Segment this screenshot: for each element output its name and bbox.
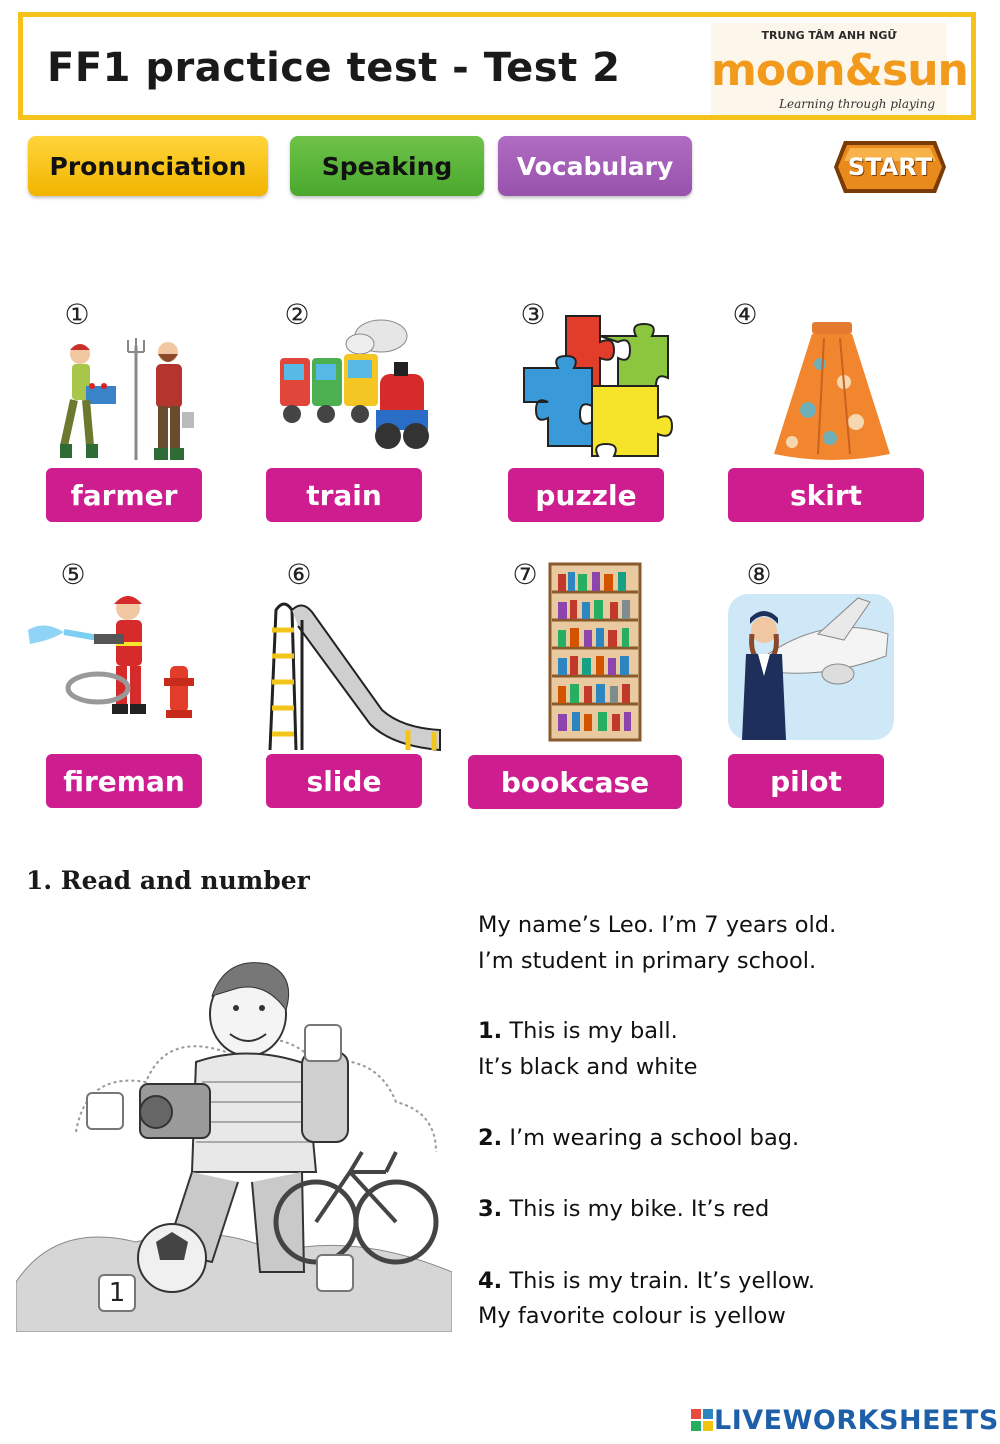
story-intro-line: My name’s Leo. I’m 7 years old. bbox=[478, 912, 837, 938]
puzzle-image bbox=[518, 306, 682, 466]
story-item-1 bbox=[478, 1018, 678, 1044]
leo-illustration bbox=[16, 952, 452, 1332]
story-item-3 bbox=[478, 1196, 769, 1222]
answer-box-ball: 1 bbox=[98, 1274, 136, 1312]
vocab-number: ⑥ bbox=[286, 558, 312, 591]
story-item-4-line2: My favorite colour is yellow bbox=[478, 1303, 786, 1329]
vocab-label[interactable]: fireman bbox=[46, 754, 202, 808]
liveworksheets-label: LIVEWORKSHEETS bbox=[714, 1404, 999, 1436]
story-item-text: This is my ball. bbox=[509, 1018, 678, 1044]
farmer-image bbox=[50, 336, 200, 466]
vocab-number: ② bbox=[284, 298, 310, 331]
vocab-number: ⑤ bbox=[60, 558, 86, 591]
start-button-label: START bbox=[847, 153, 933, 181]
story-item-4 bbox=[478, 1268, 815, 1294]
vocab-label[interactable]: slide bbox=[266, 754, 422, 808]
liveworksheets-logo-icon bbox=[690, 1408, 714, 1432]
vocab-number: ① bbox=[64, 298, 90, 331]
pilot-image bbox=[728, 594, 894, 740]
story-item-number: 4. bbox=[478, 1268, 503, 1294]
vocab-label[interactable]: skirt bbox=[728, 468, 924, 522]
story-item-number: 1. bbox=[478, 1018, 503, 1044]
vocab-label[interactable]: puzzle bbox=[508, 468, 664, 522]
train-image bbox=[276, 314, 430, 464]
fireman-image bbox=[24, 590, 200, 726]
answer-box-train[interactable] bbox=[86, 1092, 124, 1130]
exercise-title: 1. Read and number bbox=[26, 866, 310, 895]
logo-tagline: Learning through playing bbox=[779, 97, 935, 111]
brand-logo bbox=[711, 23, 968, 115]
story-item-text: I’m wearing a school bag. bbox=[509, 1125, 800, 1151]
liveworksheets-brand[interactable] bbox=[690, 1400, 999, 1440]
story-item-1-line2: It’s black and white bbox=[478, 1054, 698, 1080]
vocab-number: ④ bbox=[732, 298, 758, 331]
tab-speaking[interactable]: Speaking bbox=[290, 136, 484, 196]
tab-vocabulary[interactable]: Vocabulary bbox=[498, 136, 692, 196]
vocab-label[interactable]: bookcase bbox=[468, 755, 682, 809]
vocab-number: ③ bbox=[520, 298, 546, 331]
vocab-label[interactable]: pilot bbox=[728, 754, 884, 808]
bookcase-image bbox=[548, 562, 642, 742]
skirt-image bbox=[770, 318, 894, 464]
vocab-label[interactable]: train bbox=[266, 468, 422, 522]
tab-pronunciation[interactable]: Pronunciation bbox=[28, 136, 268, 196]
slide-image bbox=[262, 600, 444, 752]
logo-main-text: moon&sun bbox=[711, 45, 968, 96]
story-item-2 bbox=[478, 1125, 799, 1151]
vocab-label[interactable]: farmer bbox=[46, 468, 202, 522]
vocab-number: ⑦ bbox=[512, 558, 538, 591]
page-title: FF1 practice test - Test 2 bbox=[47, 45, 621, 91]
logo-top-text: TRUNG TÂM ANH NGỮ bbox=[761, 29, 897, 42]
header-banner bbox=[18, 12, 976, 120]
story-item-number: 3. bbox=[478, 1196, 503, 1222]
answer-box-bike[interactable] bbox=[316, 1254, 354, 1292]
vocab-number: ⑧ bbox=[746, 558, 772, 591]
story-item-text: This is my bike. It’s red bbox=[509, 1196, 770, 1222]
answer-box-bag[interactable] bbox=[304, 1024, 342, 1062]
story-item-number: 2. bbox=[478, 1125, 503, 1151]
start-button[interactable] bbox=[832, 139, 948, 195]
story-intro-line: I’m student in primary school. bbox=[478, 948, 817, 974]
story-item-text: This is my train. It’s yellow. bbox=[509, 1268, 816, 1294]
